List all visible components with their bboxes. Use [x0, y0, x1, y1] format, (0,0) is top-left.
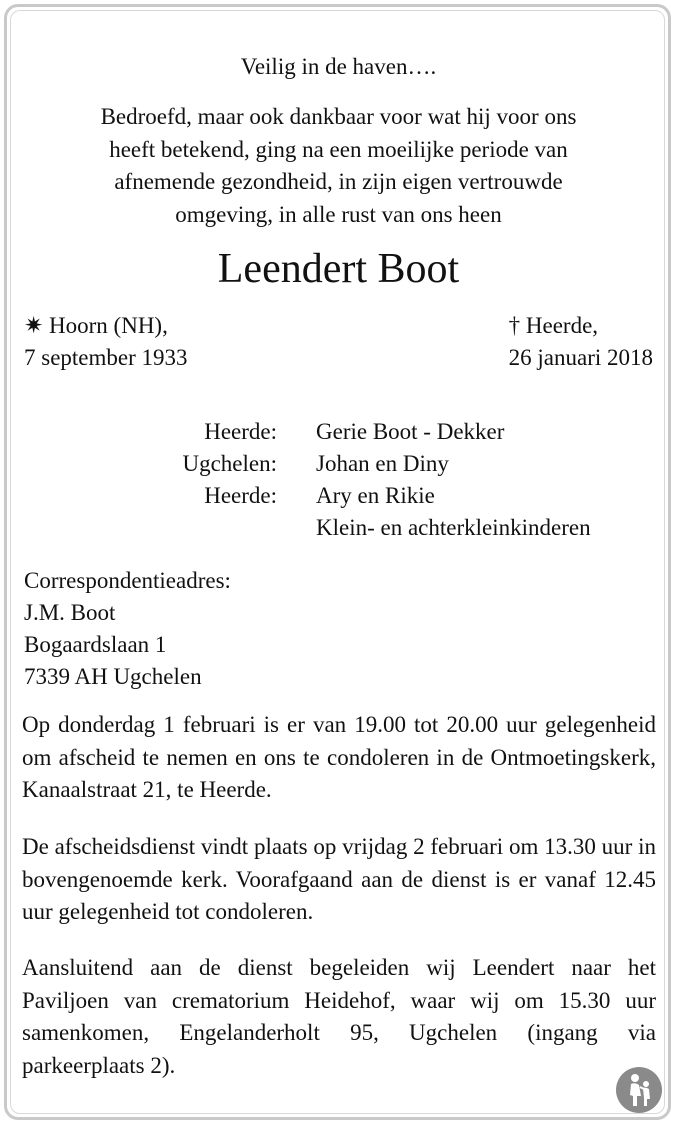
visitation-paragraph: Op donderdag 1 februari is er van 19.00 tot 20.00 uur gelegenheid om afscheid te nemen en ons te condoleren in de Ontmoetingskerk, Kanaalstraat 21, te Heerde. [22, 712, 656, 802]
family-row [0, 448, 677, 480]
birth-star-icon: ✷ [24, 313, 44, 338]
death-info [509, 310, 653, 374]
death-date: 26 januari 2018 [508, 345, 653, 370]
family-names: Gerie Boot - Dekker [316, 419, 505, 444]
family-row [0, 416, 677, 448]
correspondence-label: Correspondentieadres: [24, 568, 231, 593]
correspondence-name: J.M. Boot [24, 600, 116, 625]
birth-place: Hoorn (NH), [49, 313, 168, 338]
family-place: Ugchelen: [182, 451, 277, 476]
death-cross-icon: † [508, 313, 521, 338]
intro-line: omgeving, in alle rust van ons heen [175, 201, 502, 227]
family-row [0, 512, 677, 544]
intro-line: afnemende gezondheid, in zijn eigen vertrouwde [114, 169, 563, 194]
opening-line: Veilig in de haven…. [240, 54, 437, 79]
family-names: Johan en Diny [316, 451, 449, 476]
deceased-name: Leendert Boot [217, 246, 460, 292]
family-names: Klein- en achterkleinkinderen [316, 515, 591, 540]
family-place: Heerde: [204, 483, 277, 508]
correspondence-address [24, 565, 231, 693]
cremation-paragraph: Aansluitend aan de dienst begeleiden wij Leendert naar het Paviljoen van crematorium Heidehof, waar wij om 15.30 uur samenkomen, Engelanderholt 95, Ugchelen (ingang via parkeerplaats 2). [22, 955, 656, 1078]
death-place: Heerde, [525, 313, 599, 338]
birth-date: 7 september 1933 [24, 345, 188, 370]
intro-text [40, 101, 637, 231]
family-list [0, 416, 677, 544]
memorial-figure-icon [615, 1066, 663, 1114]
family-names: Ary en Rikie [316, 483, 435, 508]
birth-info [24, 310, 188, 374]
correspondence-city: 7339 AH Ugchelen [24, 664, 202, 689]
correspondence-street: Bogaardslaan 1 [24, 632, 167, 657]
family-place: Heerde: [204, 419, 277, 444]
service-paragraph: De afscheidsdienst vindt plaats op vrijdag 2 februari om 13.30 uur in bovengenoemde kerk. Voorafgaand aan de dienst is er vanaf 12.45 uur gelegenheid tot condoleren. [22, 834, 656, 924]
intro-line: heeft betekend, ging na een moeilijke periode van [109, 136, 568, 162]
intro-line: Bedroefd, maar ook dankbaar voor wat hij voor ons [100, 104, 577, 129]
family-row [0, 480, 677, 512]
